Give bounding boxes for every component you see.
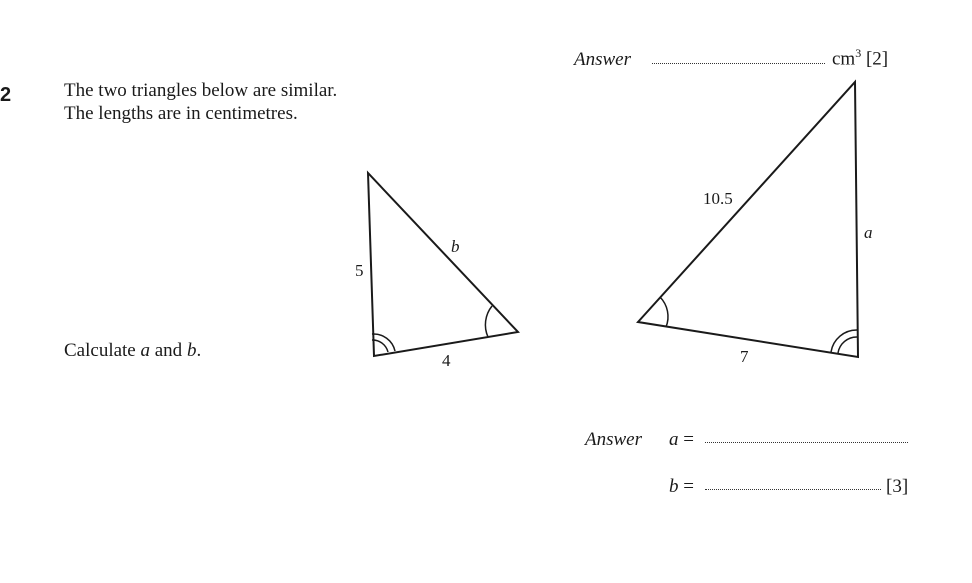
calc-prefix: Calculate <box>64 340 136 361</box>
answer-a-field[interactable] <box>705 428 908 448</box>
unit-exponent: 3 <box>855 46 862 60</box>
large-angle-double-arc-inner <box>838 337 857 353</box>
calc-and: and <box>154 340 183 361</box>
answer-a-row <box>669 429 694 451</box>
question-line-2: The lengths are in centimetres. <box>64 103 298 124</box>
large-side-right-label: a <box>864 223 873 242</box>
large-side-hyp-label: 10.5 <box>703 189 733 208</box>
calc-suffix: . <box>196 340 202 361</box>
answer-a-equals: = <box>683 429 694 450</box>
answer-b-row <box>669 476 694 498</box>
small-angle-single-arc <box>485 306 492 337</box>
small-angle-double-arc-outer <box>372 334 395 351</box>
answer-label: Answer <box>585 429 642 450</box>
answer-marks: [3] <box>886 476 909 497</box>
large-triangle <box>638 82 858 357</box>
answer-b-field[interactable] <box>705 475 881 495</box>
small-side-left-label: 5 <box>355 261 364 280</box>
small-side-bottom-label: 4 <box>442 351 451 370</box>
large-angle-single-arc <box>660 297 668 327</box>
large-triangle-outline <box>638 82 858 357</box>
unit-base: cm <box>832 48 856 70</box>
prev-marks: [2] <box>865 48 889 70</box>
large-side-bottom-label: 7 <box>740 347 749 366</box>
prev-answer-label: Answer <box>574 49 631 70</box>
question-number: 2 <box>0 84 12 106</box>
calc-var-a: a <box>140 340 150 361</box>
calc-var-b: b <box>186 340 197 361</box>
small-triangle-outline <box>368 173 518 356</box>
answer-b-var: b <box>669 476 679 497</box>
question-line-1: The two triangles below are similar. <box>64 80 338 101</box>
answer-a-var: a <box>669 429 679 450</box>
small-side-hyp-label: b <box>451 237 460 256</box>
answer-b-equals: = <box>683 476 694 497</box>
small-triangle <box>368 173 518 356</box>
